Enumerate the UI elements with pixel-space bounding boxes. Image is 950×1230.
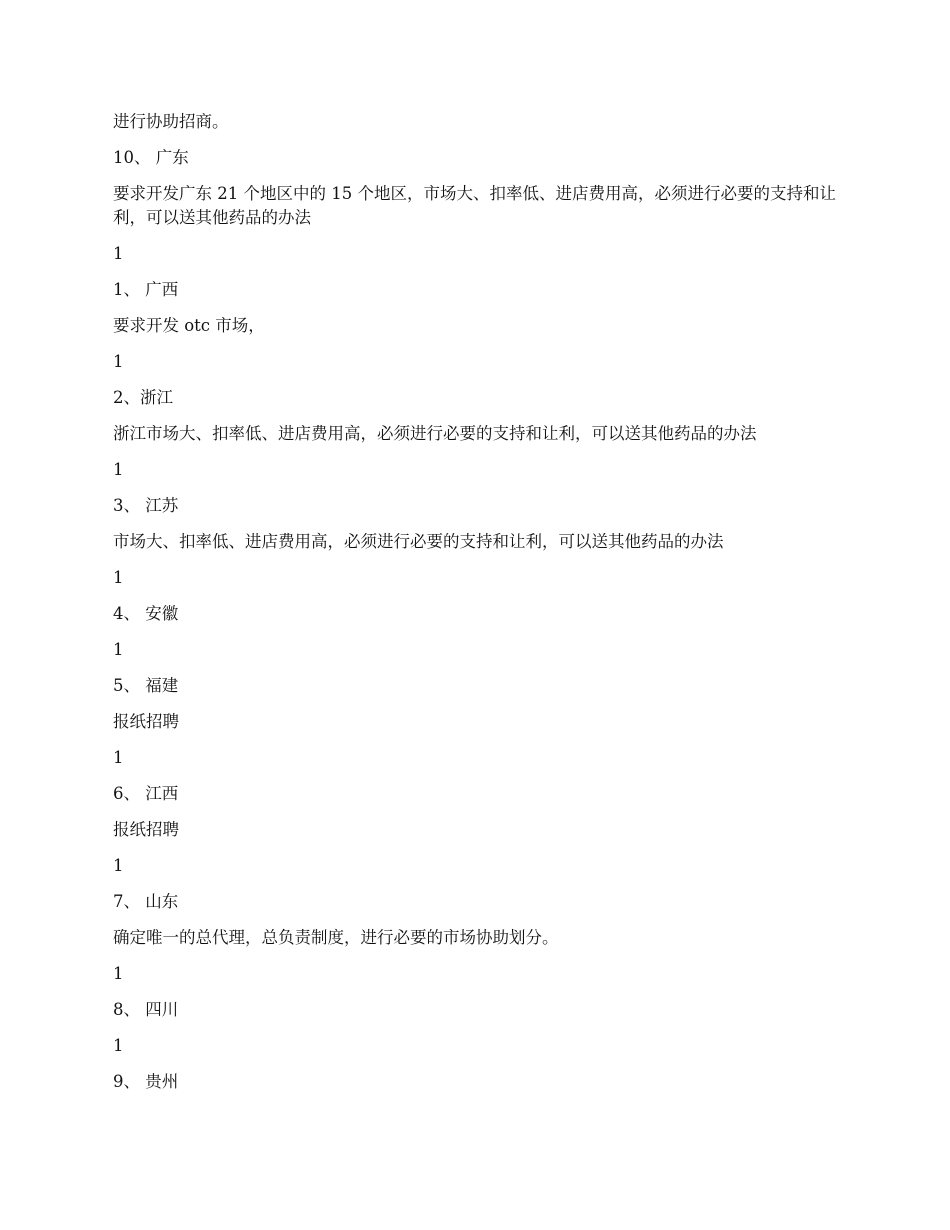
heading-guangdong: 10、 广东 [113,148,189,167]
heading-guizhou: 9、 贵州 [113,1072,179,1091]
paragraph-jiangsu: 市场大、扣率低、进店费用高，必须进行必要的支持和让利，可以送其他药品的办法 [113,532,724,551]
paragraph-number: 1 [113,640,124,659]
heading-anhui: 4、 安徽 [113,604,179,623]
paragraph-number: 1 [113,460,124,479]
heading-zhejiang: 2、浙江 [113,388,173,407]
heading-jiangxi: 6、 江西 [113,784,179,803]
paragraph-number: 1 [113,244,124,263]
paragraph-fujian: 报纸招聘 [113,712,179,731]
paragraph-number: 1 [113,568,124,587]
paragraph-intro: 进行协助招商。 [113,112,229,131]
document-page [113,110,853,1106]
paragraph-shandong: 确定唯一的总代理，总负责制度，进行必要的市场协助划分。 [113,928,559,947]
heading-shandong: 7、 山东 [113,892,179,911]
paragraph-zhejiang: 浙江市场大、扣率低、进店费用高，必须进行必要的支持和让利，可以送其他药品的办法 [113,424,757,443]
paragraph-jiangxi: 报纸招聘 [113,820,179,839]
paragraph-number: 1 [113,352,124,371]
paragraph-number: 1 [113,1036,124,1055]
paragraph-number: 1 [113,748,124,767]
paragraph-number: 1 [113,856,124,875]
heading-guangxi: 1、 广西 [113,280,179,299]
heading-jiangsu: 3、 江苏 [113,496,179,515]
paragraph-guangxi: 要求开发 otc 市场， [113,316,265,335]
heading-sichuan: 8、 四川 [113,1000,179,1019]
paragraph-number: 1 [113,964,124,983]
heading-fujian: 5、 福建 [113,676,179,695]
paragraph-guangdong: 要求开发广东 21 个地区中的 15 个地区，市场大、扣率低、进店费用高，必须进行必要的支持和让利，可以送其他药品的办法 [113,184,836,227]
